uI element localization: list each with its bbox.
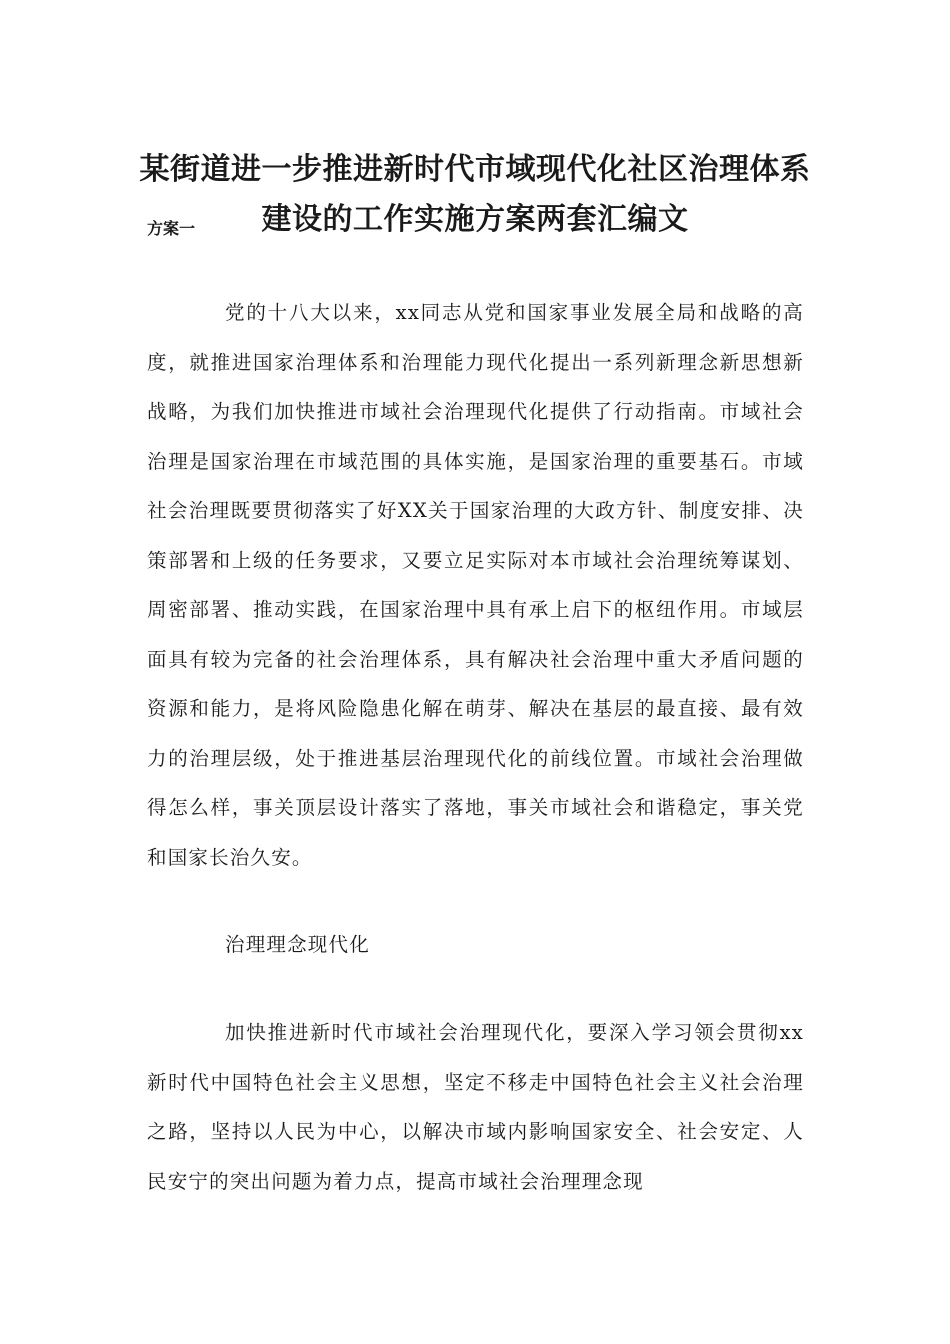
body-paragraph: 加快推进新时代市域社会治理现代化，要深入学习领会贯彻xx新时代中国特色社会主义思想，坚定不移走中国特色社会主义社会治理之路，坚持以人民为中心，以解决市域内影响国家安全、社会安定、人民安宁的突出问题为着力点，提高市域社会治理理念现	[147, 1021, 804, 1193]
section-label: 方案一	[147, 219, 196, 238]
body-paragraph: 党的十八大以来，xx同志从党和国家事业发展全局和战略的高度，就推进国家治理体系和治理能力现代化提出一系列新理念新思想新战略，为我们加快推进市域社会治理现代化提供了行动指南。市域社会治理是国家治理在市域范围的具体实施，是国家治理的重要基石。市域社会治理既要贯彻落实了好XX关于国家治理的大政方针、制度安排、决策部署和上级的任务要求，又要立足实际对本市域社会治理统筹谋划、周密部署、推动实践，在国家治理中具有承上启下的枢纽作用。市域层面具有较为完备的社会治理体系，具有解决社会治理中重大矛盾问题的资源和能力，是将风险隐患化解在萌芽、解决在基层的最直接、最有效力的治理层级，处于推进基层治理现代化的前线位置。市域社会治理做得怎么样，事关顶层设计落实了落地，事关市域社会和谐稳定，事关党和国家长治久安。	[147, 301, 804, 869]
subheading: 治理理念现代化	[225, 933, 370, 956]
document-title: 某街道进一步推进新时代市域现代化社区治理体系建设的工作实施方案两套汇编文	[139, 152, 811, 237]
